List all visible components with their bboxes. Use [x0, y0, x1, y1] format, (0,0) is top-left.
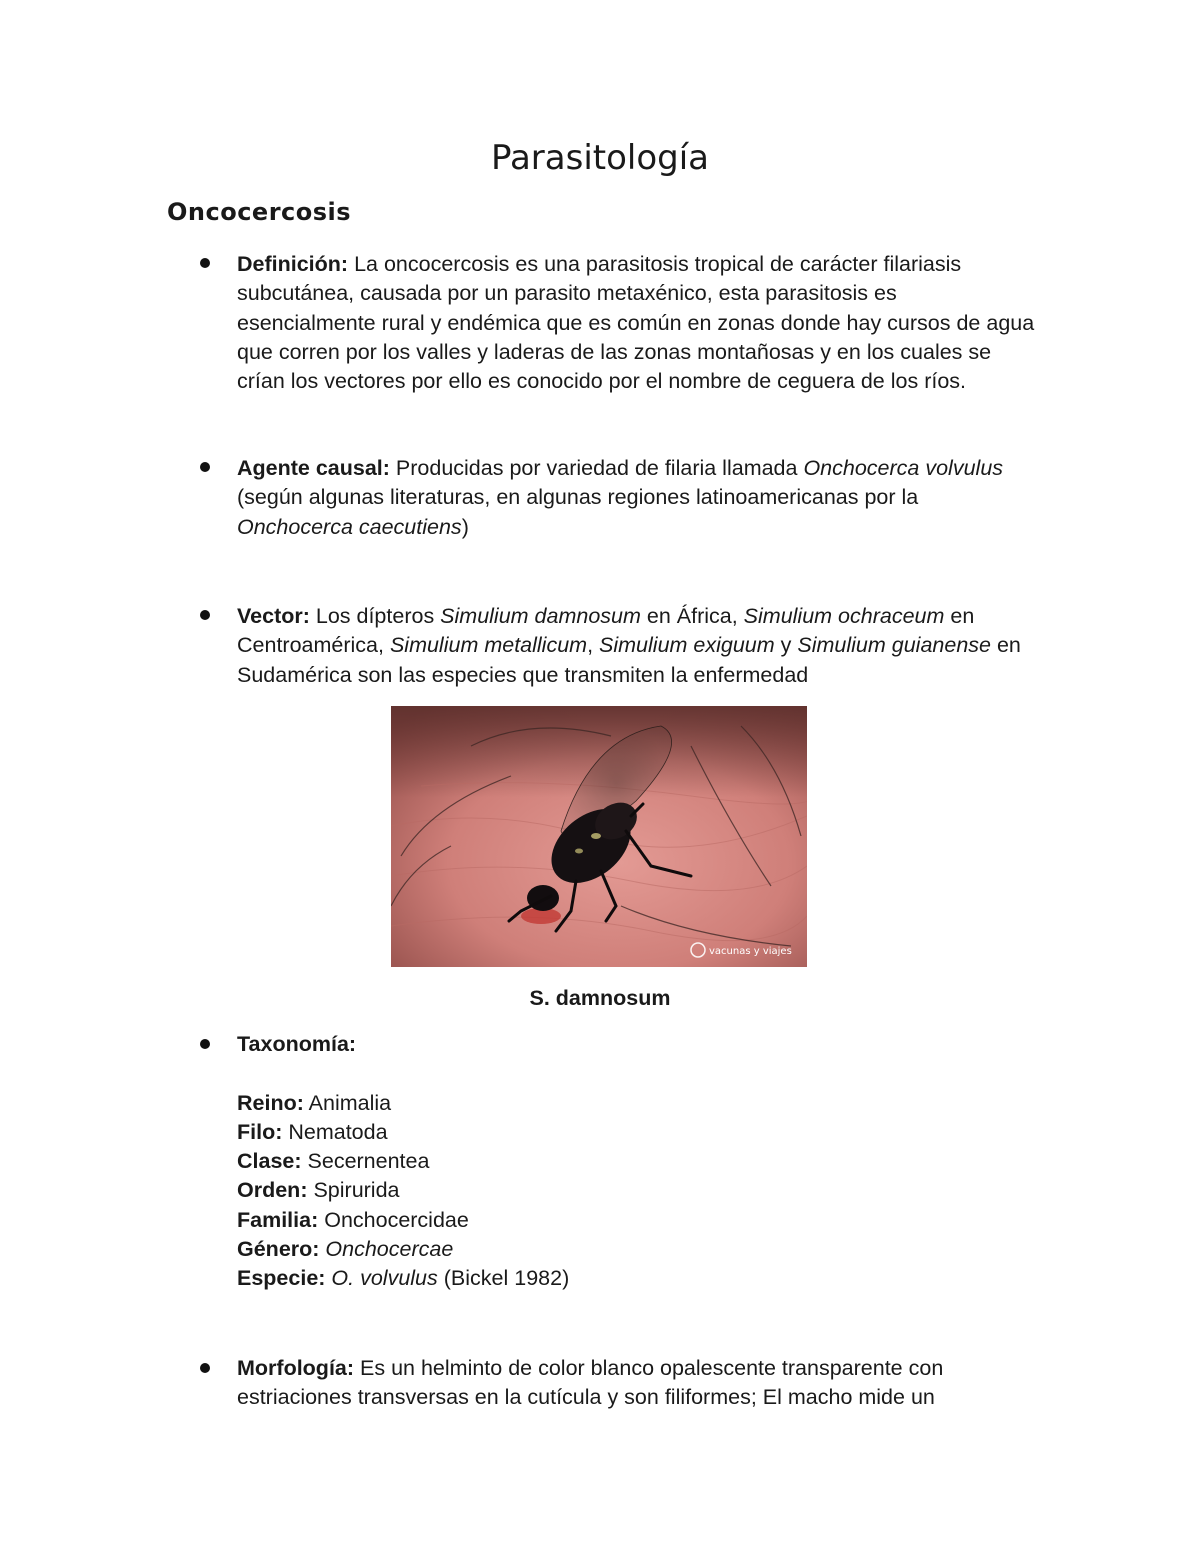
tax-value: Onchocercidae — [318, 1207, 469, 1232]
definicion-paragraph — [237, 250, 1037, 396]
species-name: Simulium metallicum — [389, 633, 588, 658]
agente-text: (según algunas literaturas, en algunas regiones latinoamericanas por la — [237, 485, 919, 510]
definicion-label: Definición: — [237, 252, 349, 276]
bullet-icon — [200, 258, 210, 268]
species-name: Onchocerca caecutiens — [237, 514, 462, 539]
tax-filo — [237, 1118, 1037, 1147]
vector-text: , — [587, 633, 600, 658]
tax-label: Clase: — [237, 1149, 302, 1174]
morfologia-label: Morfología: — [237, 1356, 355, 1380]
fly-photo — [391, 706, 807, 967]
vector-text: Los dípteros — [309, 604, 441, 628]
taxonomia-block — [237, 1030, 1037, 1294]
agente-paragraph — [237, 454, 1037, 542]
tax-familia — [237, 1206, 1037, 1235]
tax-especie — [237, 1264, 1037, 1293]
tax-label: Familia: — [237, 1207, 319, 1232]
tax-value: Onchocercae — [325, 1237, 454, 1262]
species-name: Simulium ochraceum — [743, 604, 945, 628]
vector-text: y — [774, 633, 798, 658]
vector-paragraph — [237, 602, 1037, 690]
tax-label: Género: — [237, 1237, 320, 1262]
agente-label: Agente causal: — [237, 456, 390, 480]
tax-orden — [237, 1176, 1037, 1205]
definicion-text: La oncocercosis es una parasitosis tropical de carácter filariasis subcutánea, causada por un parasito metaxénico, esta parasitosis es esencialmente rural y endémica que es común en zonas donde hay cursos de agua que corren por los valles y laderas de las zonas montañosas y en los cuales se crían los vectores por ello es conocido por el nombre de ceguera de los ríos. — [237, 252, 1035, 394]
page-title: Parasitología — [490, 138, 710, 178]
tax-value: Nematoda — [282, 1119, 388, 1144]
bullet-icon — [200, 610, 210, 620]
agente-text: Producidas por variedad de filaria llamada — [389, 456, 804, 480]
tax-genero — [237, 1235, 1037, 1264]
tax-label: Reino: — [237, 1090, 304, 1115]
tax-value: Spirurida — [307, 1178, 400, 1203]
tax-value: Secernentea — [301, 1149, 430, 1174]
tax-value: O. volvulus — [331, 1266, 438, 1291]
vector-label: Vector: — [237, 604, 310, 628]
tax-label: Filo: — [237, 1119, 283, 1144]
tax-clase — [237, 1147, 1037, 1176]
morfologia-paragraph — [237, 1354, 1037, 1413]
species-name: Simulium guianense — [797, 633, 991, 658]
tax-value: Animalia — [303, 1090, 392, 1115]
taxonomia-label: Taxonomía: — [237, 1032, 357, 1056]
tax-label: Especie: — [237, 1266, 326, 1291]
morfologia-text: Es un helminto de color blanco opalescente transparente con estriaciones transversas en la cutícula y son filiformes; El macho mide un — [237, 1356, 944, 1410]
tax-label: Orden: — [237, 1178, 308, 1203]
species-name: Simulium damnosum — [440, 604, 641, 628]
bullet-icon — [200, 1363, 210, 1373]
vector-text: en Sudamérica son las especies que transmiten la enfermedad — [237, 633, 1021, 687]
figure-caption: S. damnosum — [529, 986, 671, 1010]
agente-text: ) — [461, 514, 469, 539]
species-name: Simulium exiguum — [599, 633, 775, 658]
tax-reino — [237, 1089, 1037, 1118]
tax-reference: (Bickel 1982) — [437, 1266, 570, 1291]
watermark-logo: vacunas y viajes — [709, 946, 792, 957]
vector-text: en Centroamérica, — [237, 604, 975, 658]
species-name: Onchocerca volvulus — [803, 456, 1004, 480]
bullet-icon — [200, 1039, 210, 1049]
section-title: Oncocercosis — [167, 198, 352, 226]
bullet-icon — [200, 462, 210, 472]
vector-text: en África, — [640, 604, 744, 628]
